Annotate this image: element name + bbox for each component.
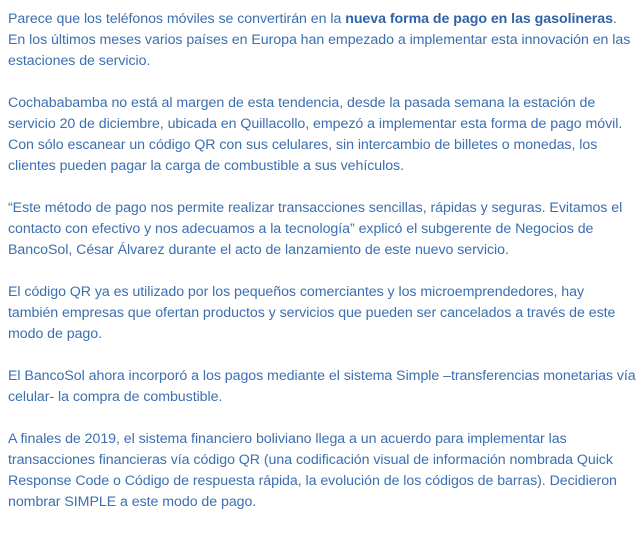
article-body: [8, 9, 636, 534]
paragraph-qr-usage: El código QR ya es utilizado por los pequeños comerciantes y los microemprendedores, hay también empresas que ofertan productos y servicios que pueden ser cancelados a través de este modo de pago.: [8, 284, 616, 342]
intro-highlight: nueva forma de pago en las gasolineras: [345, 11, 613, 27]
intro-text-start: Parece que los teléfonos móviles se convertirán en la: [8, 11, 346, 27]
paragraph-bancosol: El BancoSol ahora incorporó a los pagos mediante el sistema Simple –transferencias monetarias vía celular- la compra de combustible.: [8, 368, 636, 405]
paragraph-intro: [8, 9, 636, 72]
paragraph-cochabamba: Cochababamba no está al margen de esta tendencia, desde la pasada semana la estación de servicio 20 de diciembre, ubicada en Quillacollo, empezó a implementar esta forma de pago móvil. Con sólo escanear un código QR con sus celulares, sin intercambio de billetes o monedas, los clientes pueden pagar la carga de combustible a sus vehículos.: [8, 95, 623, 174]
paragraph-quote: “Este método de pago nos permite realizar transacciones sencillas, rápidas y seguras. Evitamos el contacto con efectivo y nos adecuamos a la tecnología” explicó el subgerente de Negocios de BancoSol, César Álvarez durante el acto de lanzamiento de este nuevo servicio.: [8, 200, 623, 258]
paragraph-history: A finales de 2019, el sistema financiero boliviano llega a un acuerdo para implementar las transacciones financieras vía código QR (una codificación visual de información nombrada Quick Response Code o Código de respuesta rápida, la evolución de los códigos de barras). Decidieron nombrar SIMPLE a este modo de pago.: [8, 431, 617, 510]
intro-text-end: . En los últimos meses varios países en Europa han empezado a implementar esta innovación en las estaciones de servicio.: [8, 11, 631, 69]
